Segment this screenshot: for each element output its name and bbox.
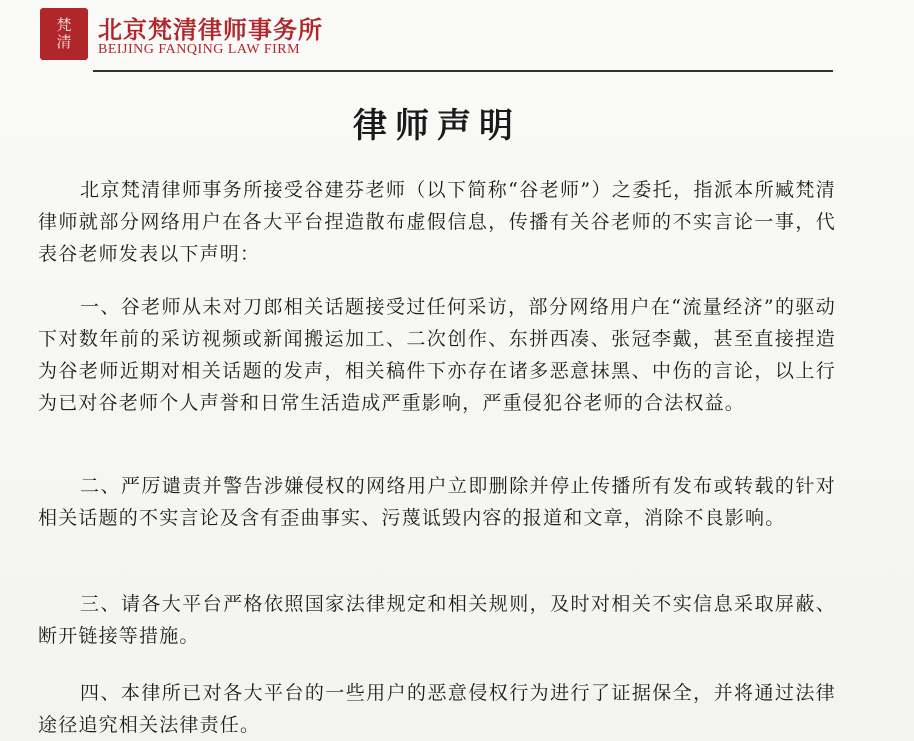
- header-divider: [93, 70, 833, 72]
- firm-name-english: BEIJING FANQING LAW FIRM: [98, 42, 301, 57]
- letterhead: [40, 8, 840, 68]
- firm-logo-seal: [40, 8, 88, 60]
- statement-item-3: [38, 588, 836, 652]
- statement-item-1: [38, 291, 836, 419]
- intro-text: 北京梵清律师事务所接受谷建芬老师（以下简称“谷老师”）之委托，指派本所臧梵清律师就部分网络用户在各大平台捏造散布虚假信息，传播有关谷老师的不实言论一事，代表谷老师发表以下声明：: [38, 179, 836, 265]
- statement-item-1-text: 一、谷老师从未对刀郎相关话题接受过任何采访，部分网络用户在“流量经济”的驱动下对数年前的采访视频或新闻搬运加工、二次创作、东拼西凑、张冠李戴，甚至直接捏造为谷老师近期对相关话题的发声，相关稿件下亦存在诸多恶意抹黑、中伤的言论，以上行为已对谷老师个人声誉和日常生活造成严重影响，严重侵犯谷老师的合法权益。: [38, 296, 836, 414]
- statement-item-2-text: 二、严厉谴责并警告涉嫌侵权的网络用户立即删除并停止传播所有发布或转载的针对相关话题的不实言论及含有歪曲事实、污蔑诋毁内容的报道和文章，消除不良影响。: [38, 475, 836, 529]
- document-title: 律师声明: [353, 106, 521, 146]
- firm-name-chinese: 北京梵清律师事务所: [98, 16, 323, 44]
- statement-item-2: [38, 470, 836, 534]
- statement-item-4: [38, 677, 836, 741]
- statement-item-4-text: 四、本律所已对各大平台的一些用户的恶意侵权行为进行了证据保全，并将通过法律途径追究相关法律责任。: [38, 682, 836, 736]
- seal-char-1: 梵: [56, 16, 72, 34]
- seal-char-2: 清: [56, 33, 72, 51]
- intro-paragraph: [38, 174, 836, 270]
- statement-item-3-text: 三、请各大平台严格依照国家法律规定和相关规则，及时对相关不实信息采取屏蔽、断开链接等措施。: [38, 593, 836, 647]
